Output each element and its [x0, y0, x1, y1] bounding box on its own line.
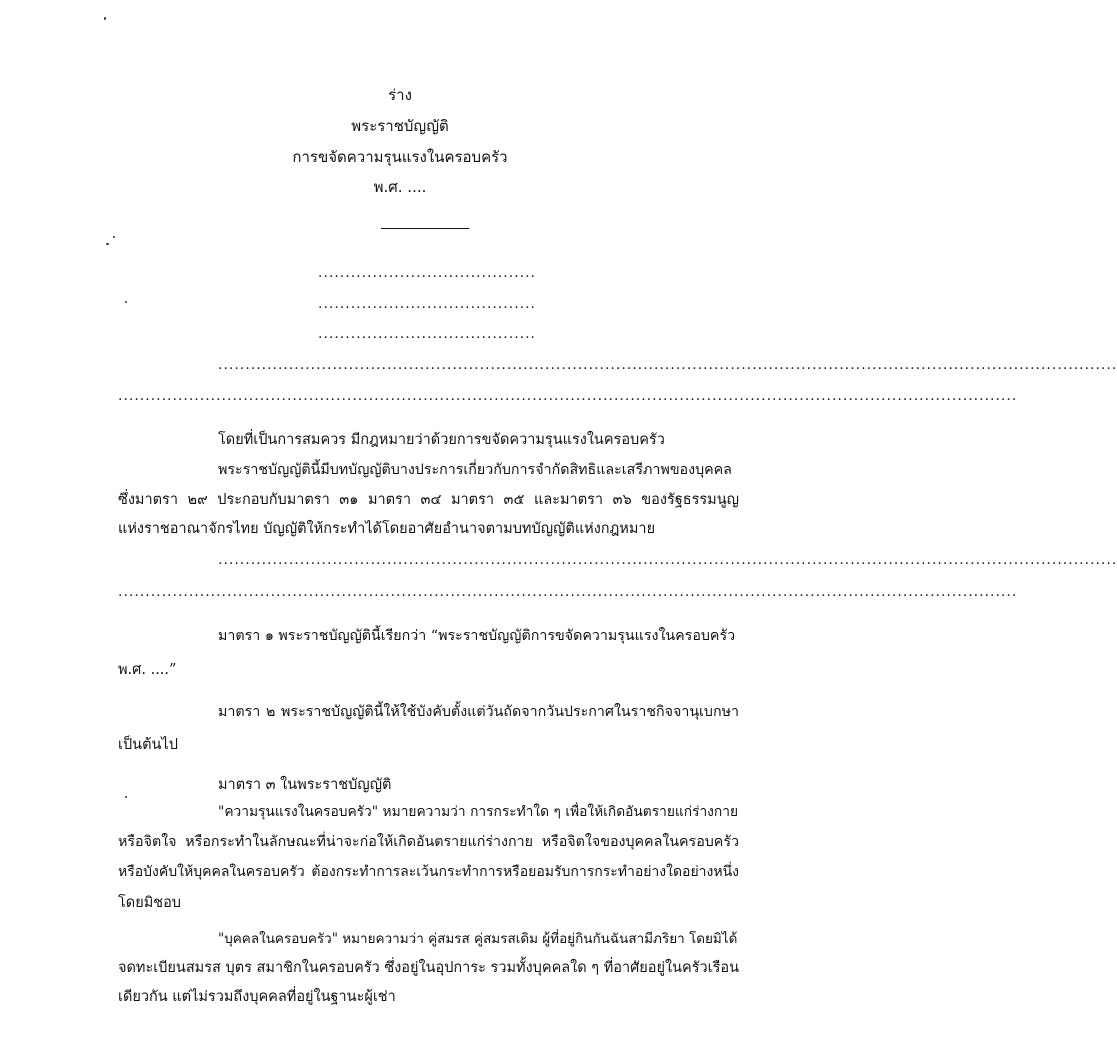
definition-line: หรือบังคับให้บุคคลในครอบครัว ต้องกระทำการละเว้นกระทำการหรือยอมรับการกระทำอย่างใดอย่างหนึ่ง: [118, 864, 739, 880]
definition-line: หรือจิตใจ หรือกระทำในลักษณะที่น่าจะก่อให้เกิดอันตรายแก่ร่างกาย หรือจิตใจของบุคคลในครอบครัว: [118, 834, 739, 850]
act-label: พระราชบัญญัติ: [351, 117, 449, 135]
title-underline: [381, 228, 469, 229]
scan-speck: [113, 236, 115, 238]
section-2-line: เป็นต้นไป: [118, 737, 178, 753]
placeholder-dots: .....................................................................................................................................................................: [218, 357, 1117, 373]
section-1-line: พ.ศ. ....”: [118, 662, 177, 678]
definition-line: "ความรุนแรงในครอบครัว" หมายความว่า การกระทำใด ๆ เพื่อให้เกิดอันตรายแก่ร่างกาย: [218, 804, 738, 820]
section-2-line: มาตรา ๒ พระราชบัญญัตินี้ให้ใช้บังคับตั้งแต่วันถัดจากวันประกาศในราชกิจจานุเบกษา: [218, 704, 739, 720]
scan-speck: [104, 17, 106, 20]
scan-speck: [106, 243, 109, 245]
preamble-line: โดยที่เป็นการสมควร มีกฎหมายว่าด้วยการขจัดความรุนแรงในครอบครัว: [218, 432, 665, 448]
placeholder-dots: ........................................: [318, 296, 537, 312]
preamble-line: แห่งราชอาณาจักรไทย บัญญัติให้กระทำได้โดยอาศัยอำนาจตามบทบัญญัติแห่งกฎหมาย: [118, 521, 656, 537]
scan-speck: [125, 796, 127, 798]
preamble-line: พระราชบัญญัตินี้มีบทบัญญัติบางประการเกี่ยวกับการจำกัดสิทธิและเสรีภาพของบุคคล: [218, 462, 732, 478]
preamble-line: ซึ่งมาตรา ๒๙ ประกอบกับมาตรา ๓๑ มาตรา ๓๔ มาตรา ๓๕ และมาตรา ๓๖ ของรัฐธรรมนูญ: [118, 492, 739, 508]
scan-speck: [125, 301, 127, 303]
act-year: พ.ศ. ....: [373, 178, 427, 196]
placeholder-dots: .....................................................................................................................................................................: [118, 388, 1018, 404]
placeholder-dots: .....................................................................................................................................................................: [118, 584, 1018, 600]
definition-line: เดียวกัน แต่ไม่รวมถึงบุคคลที่อยู่ในฐานะผู้เช่า: [118, 989, 396, 1005]
placeholder-dots: ........................................: [318, 326, 537, 342]
definition-line: "บุคคลในครอบครัว" หมายความว่า คู่สมรส คู่สมรสเดิม ผู้ที่อยู่กินกันฉันสามีภริยา โดยมิได้: [218, 931, 738, 947]
definition-line: จดทะเบียนสมรส บุตร สมาชิกในครอบครัว ซึ่งอยู่ในอุปการะ รวมทั้งบุคคลใด ๆ ที่อาศัยอยู่ในครัวเรือน: [118, 960, 739, 976]
definition-line: โดยมิชอบ: [118, 895, 182, 911]
placeholder-dots: ........................................: [318, 265, 537, 281]
section-1-line: มาตรา ๑ พระราชบัญญัตินี้เรียกว่า “พระราชบัญญัติการขจัดความรุนแรงในครอบครัว: [218, 628, 736, 644]
act-title: การขจัดความรุนแรงในครอบครัว: [292, 148, 508, 166]
section-3-heading: มาตรา ๓ ในพระราชบัญญัติ: [218, 777, 392, 793]
placeholder-dots: .....................................................................................................................................................................: [218, 552, 1117, 568]
draft-label: ร่าง: [388, 86, 412, 104]
